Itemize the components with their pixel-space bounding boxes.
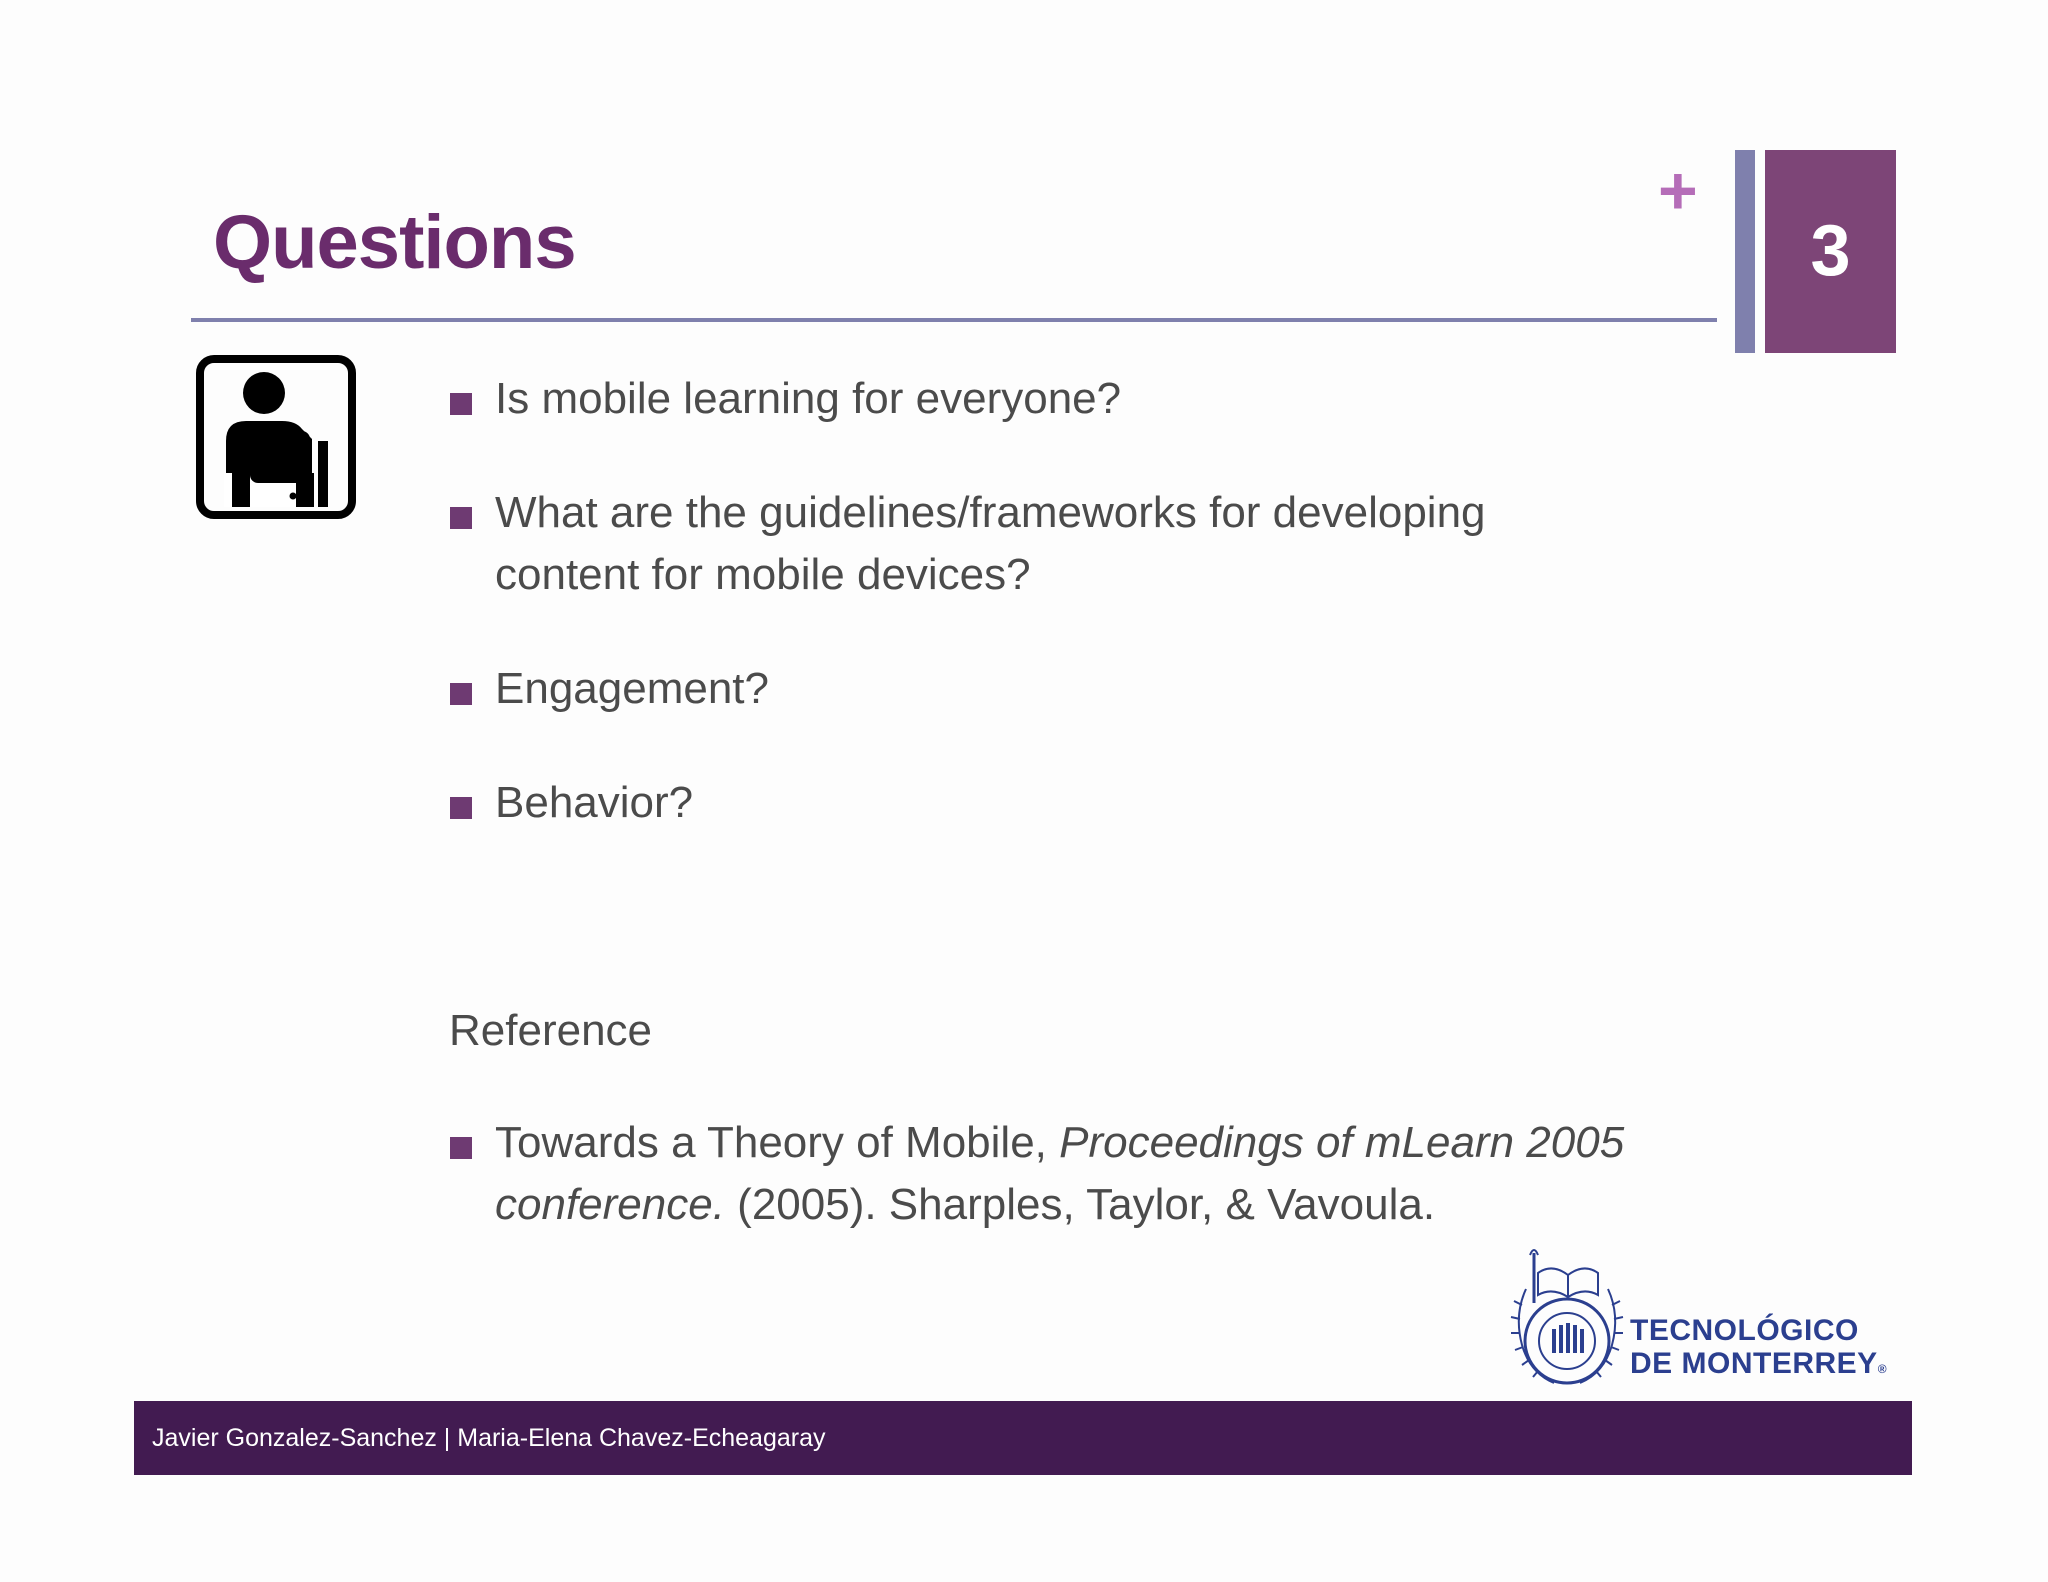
page-number: 3 bbox=[1810, 210, 1851, 291]
list-item-line: What are the guidelines/frameworks for developing bbox=[495, 488, 1486, 537]
logo-line-2-text: DE MONTERREY bbox=[1630, 1347, 1878, 1380]
list-item: Behavior? bbox=[450, 772, 1730, 834]
page-number-box bbox=[1765, 150, 1896, 353]
university-logo-text bbox=[1630, 1314, 1887, 1386]
plus-icon: + bbox=[1658, 153, 1698, 229]
reference-list bbox=[450, 1112, 1730, 1236]
reference-heading: Reference bbox=[449, 1006, 653, 1055]
reference-title: Towards a Theory of Mobile, bbox=[495, 1118, 1060, 1167]
list-item bbox=[450, 482, 1730, 606]
list-item: Is mobile learning for everyone? bbox=[450, 368, 1730, 430]
list-item: Engagement? bbox=[450, 658, 1730, 720]
accent-bar bbox=[1735, 150, 1755, 353]
reference-entry bbox=[450, 1112, 1730, 1236]
list-item-line: content for mobile devices? bbox=[495, 550, 1031, 599]
title-divider bbox=[191, 318, 1717, 322]
slide-title: Questions bbox=[213, 200, 576, 285]
footer-authors: Javier Gonzalez-Sanchez | Maria-Elena Chavez-Echeagaray bbox=[152, 1423, 826, 1452]
logo-line-2 bbox=[1630, 1347, 1887, 1386]
logo-line-1: TECNOLÓGICO bbox=[1630, 1314, 1859, 1347]
reference-venue-cont: conference. bbox=[495, 1180, 725, 1229]
university-seal-icon bbox=[1508, 1245, 1626, 1393]
reference-venue: Proceedings of mLearn 2005 bbox=[1059, 1118, 1625, 1167]
question-list bbox=[450, 368, 1730, 834]
reference-details: (2005). Sharples, Taylor, & Vavoula. bbox=[724, 1180, 1436, 1229]
footer-bar bbox=[134, 1401, 1912, 1475]
person-with-device-icon bbox=[196, 355, 356, 519]
registered-mark: ® bbox=[1877, 1362, 1888, 1376]
